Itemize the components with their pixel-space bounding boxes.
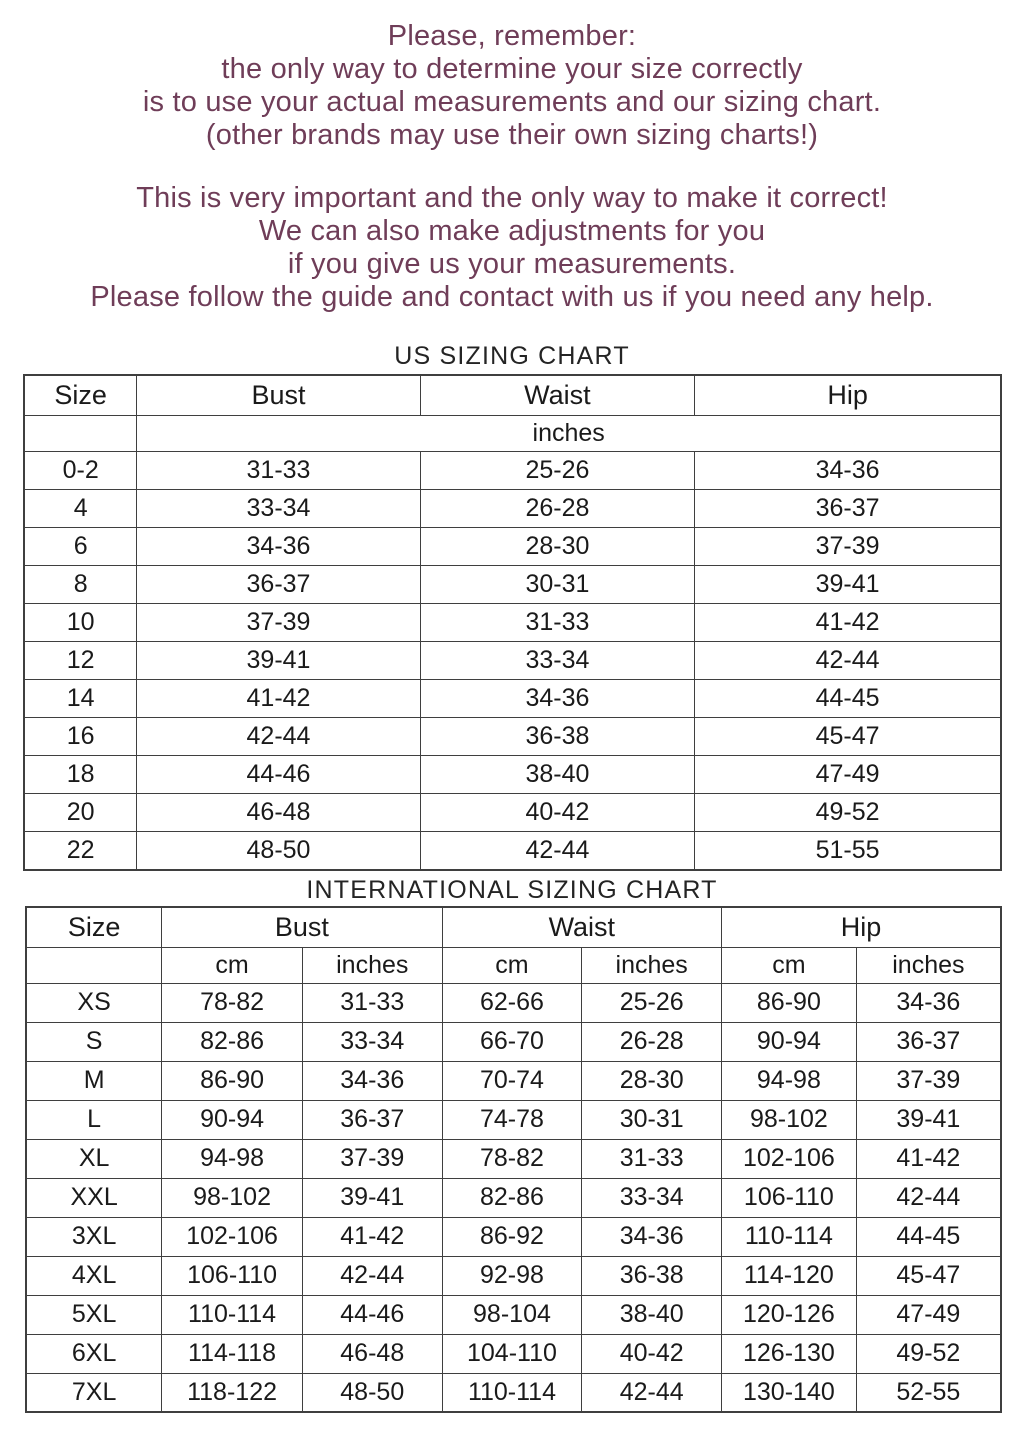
unit-label-waist-inches: inches <box>582 947 722 983</box>
table-cell: 47-49 <box>856 1295 1001 1334</box>
table-cell: 41-42 <box>856 1139 1001 1178</box>
table-cell: 36-38 <box>420 718 695 756</box>
table-cell: 42-44 <box>695 641 1001 679</box>
intro-text <box>0 20 1024 314</box>
table-cell: 20 <box>24 794 137 832</box>
table-cell: 48-50 <box>302 1373 442 1412</box>
us-header-row <box>24 375 1001 415</box>
table-cell: 82-86 <box>162 1022 303 1061</box>
table-cell: 102-106 <box>162 1217 303 1256</box>
table-cell: 86-90 <box>722 983 857 1022</box>
table-cell: 49-52 <box>695 794 1001 832</box>
column-header-size: Size <box>26 907 162 947</box>
intro-line: the only way to determine your size correctly <box>221 53 803 85</box>
column-header-size: Size <box>24 375 137 415</box>
unit-label-bust-cm: cm <box>162 947 303 983</box>
table-cell: 41-42 <box>302 1217 442 1256</box>
table-cell: 78-82 <box>442 1139 582 1178</box>
table-row <box>26 1139 1001 1178</box>
intro-line: is to use your actual measurements and our sizing chart. <box>142 86 882 118</box>
table-cell: 26-28 <box>582 1022 722 1061</box>
table-cell: L <box>26 1100 162 1139</box>
us-sizing-chart-title: US SIZING CHART <box>394 342 630 370</box>
table-row <box>26 983 1001 1022</box>
table-cell: 94-98 <box>722 1061 857 1100</box>
intl-unit-row <box>26 947 1001 983</box>
column-header-hip: Hip <box>695 375 1001 415</box>
table-row <box>24 832 1001 870</box>
table-cell: 30-31 <box>582 1100 722 1139</box>
table-row <box>26 1295 1001 1334</box>
table-cell: 120-126 <box>722 1295 857 1334</box>
table-cell: 14 <box>24 679 137 717</box>
table-cell: 98-102 <box>722 1100 857 1139</box>
table-cell: XL <box>26 1139 162 1178</box>
table-row <box>24 756 1001 794</box>
table-cell: 41-42 <box>137 679 420 717</box>
intro-line: if you give us your measurements. <box>287 248 737 280</box>
intro-paragraph-1 <box>0 20 1024 152</box>
table-cell: 118-122 <box>162 1373 303 1412</box>
column-header-waist: Waist <box>442 907 721 947</box>
empty-cell <box>24 415 137 451</box>
table-cell: 6XL <box>26 1334 162 1373</box>
table-cell: 104-110 <box>442 1334 582 1373</box>
unit-label-hip-cm: cm <box>722 947 857 983</box>
table-cell: 7XL <box>26 1373 162 1412</box>
table-cell: 106-110 <box>162 1256 303 1295</box>
table-cell: 42-44 <box>420 832 695 870</box>
table-cell: 38-40 <box>582 1295 722 1334</box>
table-cell: 33-34 <box>582 1178 722 1217</box>
intro-line: Please follow the guide and contact with us if you need any help. <box>90 281 934 313</box>
table-cell: 42-44 <box>137 718 420 756</box>
table-cell: M <box>26 1061 162 1100</box>
table-cell: 26-28 <box>420 489 695 527</box>
table-cell: 12 <box>24 641 137 679</box>
table-row <box>24 489 1001 527</box>
table-cell: 25-26 <box>582 983 722 1022</box>
intro-line: This is very important and the only way to make it correct! <box>136 182 888 214</box>
table-cell: 94-98 <box>162 1139 303 1178</box>
table-cell: 30-31 <box>420 565 695 603</box>
table-row <box>26 1061 1001 1100</box>
table-cell: 40-42 <box>582 1334 722 1373</box>
table-cell: 38-40 <box>420 756 695 794</box>
table-cell: 33-34 <box>302 1022 442 1061</box>
table-cell: 18 <box>24 756 137 794</box>
intro-paragraph-2 <box>0 182 1024 314</box>
unit-label: inches <box>137 415 1001 451</box>
table-cell: 44-45 <box>695 679 1001 717</box>
table-cell: 22 <box>24 832 137 870</box>
table-cell: 39-41 <box>302 1178 442 1217</box>
table-cell: S <box>26 1022 162 1061</box>
table-cell: 110-114 <box>442 1373 582 1412</box>
table-cell: 8 <box>24 565 137 603</box>
table-cell: 48-50 <box>137 832 420 870</box>
table-cell: XXL <box>26 1178 162 1217</box>
table-cell: 31-33 <box>302 983 442 1022</box>
unit-label-waist-cm: cm <box>442 947 582 983</box>
table-cell: 34-36 <box>137 527 420 565</box>
table-cell: 5XL <box>26 1295 162 1334</box>
table-cell: 114-118 <box>162 1334 303 1373</box>
column-header-hip: Hip <box>722 907 1001 947</box>
table-cell: 36-37 <box>302 1100 442 1139</box>
table-cell: 34-36 <box>582 1217 722 1256</box>
table-cell: 39-41 <box>695 565 1001 603</box>
table-cell: 31-33 <box>137 451 420 489</box>
table-cell: 90-94 <box>722 1022 857 1061</box>
intl-header-row <box>26 907 1001 947</box>
table-row <box>24 565 1001 603</box>
table-cell: 4 <box>24 489 137 527</box>
table-cell: 98-104 <box>442 1295 582 1334</box>
table-cell: 3XL <box>26 1217 162 1256</box>
table-cell: 42-44 <box>582 1373 722 1412</box>
table-cell: 62-66 <box>442 983 582 1022</box>
table-cell: 37-39 <box>856 1061 1001 1100</box>
table-row <box>26 1022 1001 1061</box>
unit-label-bust-inches: inches <box>302 947 442 983</box>
table-cell: 39-41 <box>856 1100 1001 1139</box>
column-header-bust: Bust <box>162 907 442 947</box>
table-cell: 16 <box>24 718 137 756</box>
table-cell: 70-74 <box>442 1061 582 1100</box>
us-sizing-table <box>23 374 1002 871</box>
column-header-waist: Waist <box>420 375 695 415</box>
table-cell: 34-36 <box>695 451 1001 489</box>
table-row <box>24 641 1001 679</box>
table-cell: 47-49 <box>695 756 1001 794</box>
table-cell: 66-70 <box>442 1022 582 1061</box>
table-row <box>26 1373 1001 1412</box>
table-cell: 33-34 <box>420 641 695 679</box>
table-cell: 46-48 <box>302 1334 442 1373</box>
table-cell: 4XL <box>26 1256 162 1295</box>
international-sizing-chart-title: INTERNATIONAL SIZING CHART <box>306 876 718 904</box>
table-cell: 46-48 <box>137 794 420 832</box>
table-row <box>24 527 1001 565</box>
table-cell: 126-130 <box>722 1334 857 1373</box>
intro-line: (other brands may use their own sizing charts!) <box>205 119 819 151</box>
table-cell: 49-52 <box>856 1334 1001 1373</box>
table-cell: 92-98 <box>442 1256 582 1295</box>
table-row <box>26 1100 1001 1139</box>
table-cell: 82-86 <box>442 1178 582 1217</box>
table-cell: 110-114 <box>722 1217 857 1256</box>
table-cell: 114-120 <box>722 1256 857 1295</box>
table-cell: 51-55 <box>695 832 1001 870</box>
table-cell: 36-37 <box>856 1022 1001 1061</box>
us-unit-row <box>24 415 1001 451</box>
table-cell: 78-82 <box>162 983 303 1022</box>
table-cell: 110-114 <box>162 1295 303 1334</box>
table-cell: 37-39 <box>137 603 420 641</box>
table-cell: 25-26 <box>420 451 695 489</box>
table-cell: 6 <box>24 527 137 565</box>
table-cell: 102-106 <box>722 1139 857 1178</box>
table-row <box>26 1178 1001 1217</box>
international-sizing-table <box>25 906 1002 1413</box>
table-cell: 44-46 <box>302 1295 442 1334</box>
table-cell: 31-33 <box>582 1139 722 1178</box>
table-cell: 10 <box>24 603 137 641</box>
table-cell: 28-30 <box>420 527 695 565</box>
table-cell: 40-42 <box>420 794 695 832</box>
table-row <box>26 1217 1001 1256</box>
table-cell: 106-110 <box>722 1178 857 1217</box>
table-row <box>24 451 1001 489</box>
intl-table-header <box>26 907 1001 983</box>
table-cell: 37-39 <box>695 527 1001 565</box>
table-row <box>24 718 1001 756</box>
table-cell: 34-36 <box>420 679 695 717</box>
table-cell: 0-2 <box>24 451 137 489</box>
table-row <box>26 1334 1001 1373</box>
table-cell: 86-92 <box>442 1217 582 1256</box>
table-cell: 34-36 <box>302 1061 442 1100</box>
table-cell: 31-33 <box>420 603 695 641</box>
table-row <box>24 794 1001 832</box>
us-table-header <box>24 375 1001 451</box>
table-row <box>24 679 1001 717</box>
empty-cell <box>26 947 162 983</box>
table-cell: 28-30 <box>582 1061 722 1100</box>
us-table-body <box>24 451 1001 870</box>
table-cell: 37-39 <box>302 1139 442 1178</box>
table-row <box>24 603 1001 641</box>
table-cell: 42-44 <box>856 1178 1001 1217</box>
intro-line: We can also make adjustments for you <box>258 215 766 247</box>
table-cell: 34-36 <box>856 983 1001 1022</box>
table-cell: 36-38 <box>582 1256 722 1295</box>
table-cell: 36-37 <box>695 489 1001 527</box>
table-cell: 98-102 <box>162 1178 303 1217</box>
table-cell: 45-47 <box>856 1256 1001 1295</box>
table-cell: 86-90 <box>162 1061 303 1100</box>
table-cell: 45-47 <box>695 718 1001 756</box>
table-cell: 42-44 <box>302 1256 442 1295</box>
table-cell: 90-94 <box>162 1100 303 1139</box>
table-cell: 74-78 <box>442 1100 582 1139</box>
table-row <box>26 1256 1001 1295</box>
intro-line: Please, remember: <box>387 20 637 52</box>
table-cell: 130-140 <box>722 1373 857 1412</box>
table-cell: XS <box>26 983 162 1022</box>
table-cell: 44-46 <box>137 756 420 794</box>
table-cell: 36-37 <box>137 565 420 603</box>
column-header-bust: Bust <box>137 375 420 415</box>
unit-label-hip-inches: inches <box>856 947 1001 983</box>
table-cell: 33-34 <box>137 489 420 527</box>
table-cell: 52-55 <box>856 1373 1001 1412</box>
intl-table-body <box>26 983 1001 1412</box>
table-cell: 39-41 <box>137 641 420 679</box>
table-cell: 44-45 <box>856 1217 1001 1256</box>
table-cell: 41-42 <box>695 603 1001 641</box>
